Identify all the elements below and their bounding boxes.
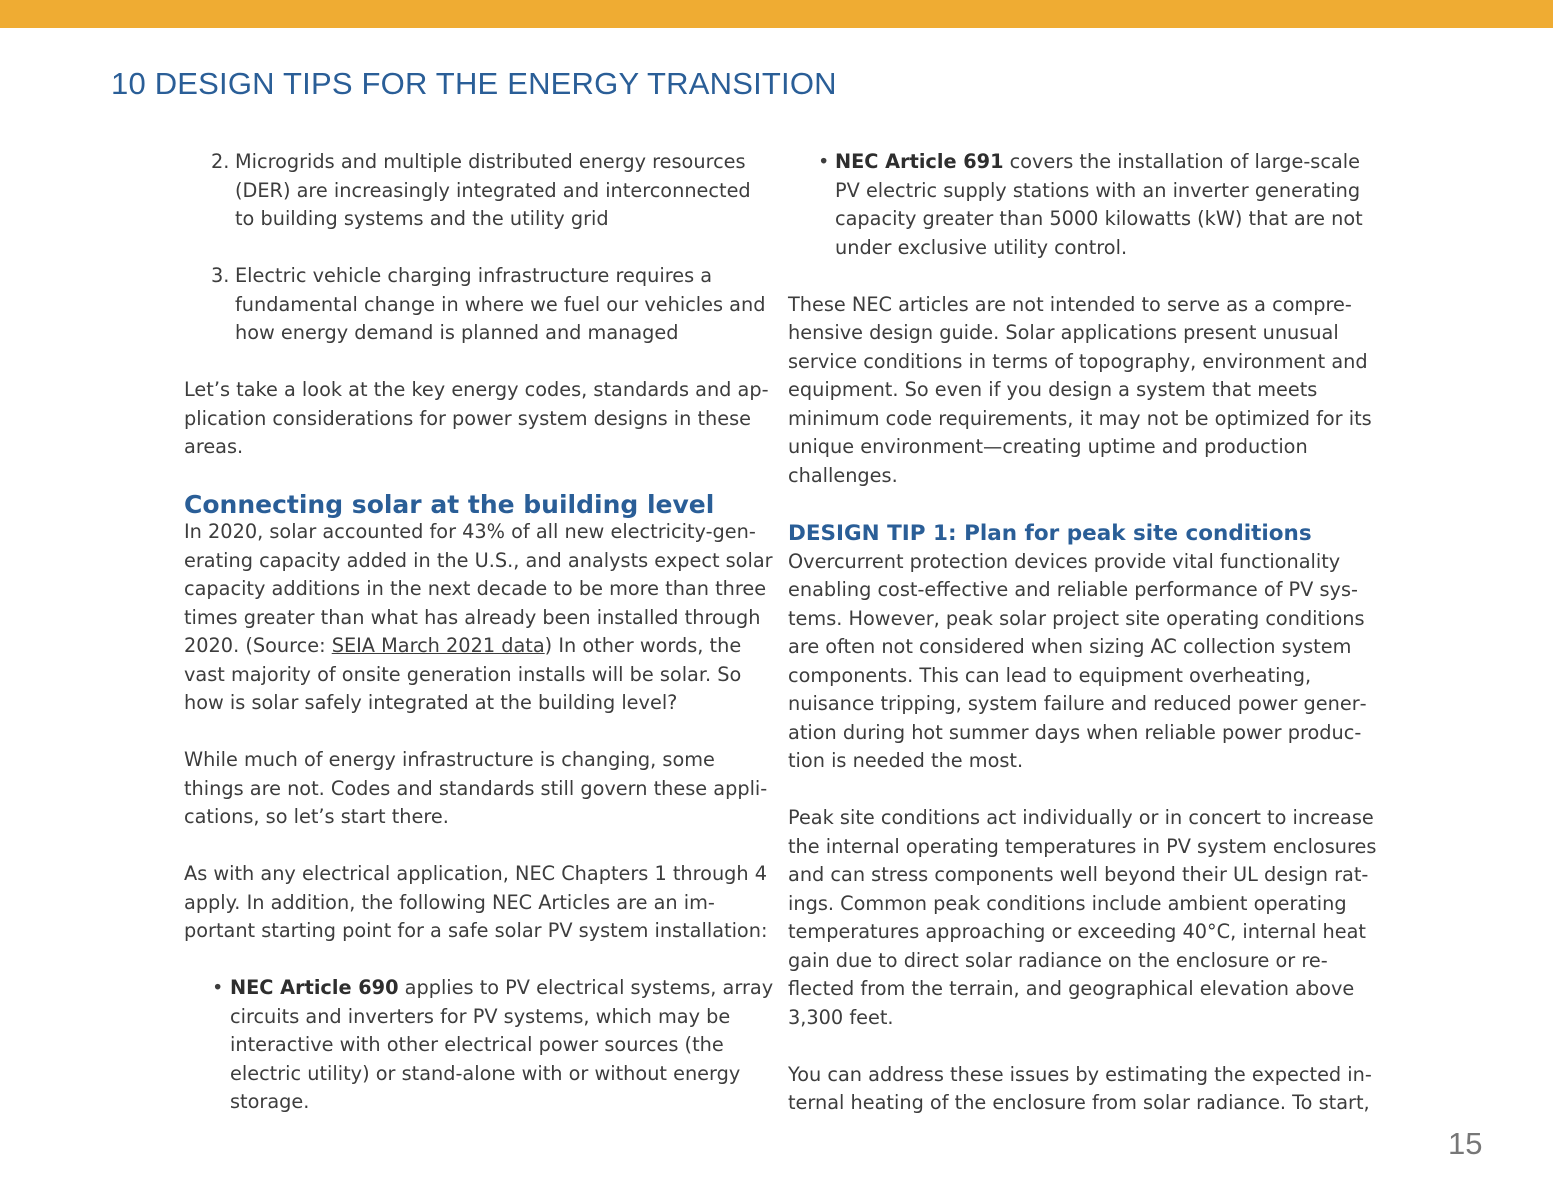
list-number: 2. <box>211 150 230 173</box>
list-item-text: Electric vehicle charging infrastructure requires a fundamental change in where we fuel our vehicles and how energy demand is planned and managed <box>235 264 766 344</box>
bullet-list <box>788 148 1380 262</box>
list-item <box>184 262 774 348</box>
solar-paragraph <box>184 518 774 718</box>
numbered-list <box>184 148 774 348</box>
peak-conditions-paragraph: Peak site conditions act individually or in concert to increase the internal operating temperatures in PV system enclosures and can stress components well beyond their UL design ratings. Common peak conditions include ambient operating temperatures approaching or exceeding 40°C, internal heat gain due to direct solar radiance on the enclosure or reflected from the terrain, and geographical elevation above 3,300 feet. <box>788 806 1377 1029</box>
header-accent-bar <box>0 0 1553 28</box>
list-item-text: applies to PV electrical systems, array circuits and inverters for PV systems, which may be interactive with other electrical power sources (the electric utility) or stand-alone with or without energy storage. <box>230 976 774 1113</box>
list-item <box>788 148 1380 262</box>
paragraph-text: In 2020, solar accounted for 43% of all new electricity-generating capacity added in the U.S., and analysts expect solar capacity additions in the next decade to be more than three times greater than what has already been installed through 2020. (Source: <box>184 520 773 657</box>
bullet-list <box>184 974 774 1117</box>
intro-paragraph: Let’s take a look at the key energy codes, standards and application considerations for power system designs in these areas. <box>184 378 769 458</box>
design-tip-heading: DESIGN TIP 1: Plan for peak site conditions <box>788 520 1312 546</box>
article-name: NEC Article 690 <box>230 976 399 999</box>
list-item <box>184 974 774 1117</box>
codes-paragraph: While much of energy infrastructure is changing, some things are not. Codes and standards still govern these applications, so let’s start there. <box>184 748 768 828</box>
estimation-paragraph: You can address these issues by estimating the expected internal heating of the enclosure from solar radiance. To start, <box>788 1062 1372 1114</box>
bullet-marker: • <box>212 976 224 999</box>
list-item-text: covers the installation of large-scale PV electric supply stations with an inverter generating capacity greater than 5000 kilowatts (kW) that are not under exclusive utility control. <box>835 150 1363 259</box>
bullet-marker: • <box>818 150 830 173</box>
left-column <box>184 148 774 1117</box>
design-guide-paragraph: These NEC articles are not intended to serve as a comprehensive design guide. Solar applications present unusual service conditions in terms of topography, environment and equipment. So even if you design a system that meets minimum code requirements, it may not be optimized for its unique environment—creating uptime and production challenges. <box>788 292 1372 487</box>
section-heading: Connecting solar at the building level <box>184 490 715 519</box>
paragraph-text: ) In other words, the vast majority of onsite generation installs will be solar. So how is solar safely integrated at the building level? <box>184 634 742 714</box>
source-link[interactable]: SEIA March 2021 data <box>331 634 545 657</box>
list-item-text: Microgrids and multiple distributed energy resources (DER) are increasingly integrated and interconnected to building systems and the utility grid <box>235 150 751 230</box>
right-column <box>788 148 1380 1118</box>
article-name: NEC Article 691 <box>835 150 1004 173</box>
list-number: 3. <box>211 264 230 287</box>
nec-paragraph: As with any electrical application, NEC Chapters 1 through 4 apply. In addition, the following NEC Articles are an important starting point for a safe solar PV system installation: <box>184 862 768 942</box>
list-item <box>184 148 774 234</box>
overcurrent-paragraph: Overcurrent protection devices provide vital functionality enabling cost-effective and reliable performance of PV systems. However, peak solar project site operating conditions are often not considered when sizing AC collection system components. This can lead to equipment overheating, nuisance tripping, system failure and reduced power generation during hot summer days when reliable power production is needed the most. <box>788 549 1367 772</box>
document-title: 10 DESIGN TIPS FOR THE ENERGY TRANSITION <box>111 66 837 101</box>
page-number: 15 <box>1448 1126 1483 1161</box>
